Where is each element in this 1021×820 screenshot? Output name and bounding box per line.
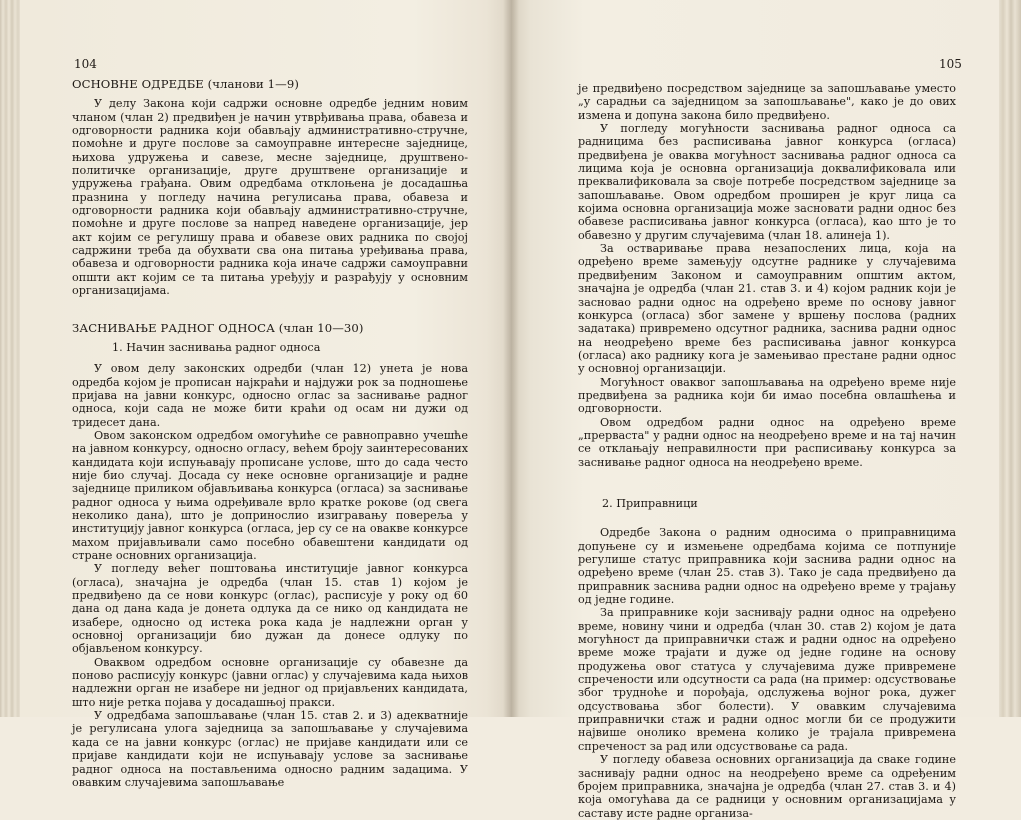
subsection-title-method: 1. Начин заснивања радног односа	[112, 340, 321, 354]
page-number-left: 104	[74, 57, 97, 71]
paragraph: У делу Закона који садржи основне одредбе једним новим чланом (члан 2) предвиђен је начин утврђивања права, обавеза и одговорности радника који обављају административно-стручне, помоћне и друге послове за самоуправне интересне заједнице, њихова удружења и савезе, месне заједнице, друштвено-политичке организације, друге друштвене организације и удружења грађана. Овим одредбама отклоњена је досадашња празнина у погледу начина регулисања права, обавеза и одговорности радника који обављају административно-стручне, помоћне и друге послове за напред наведене организације, јер акт којим се регулишу права и обавезе ових радника по својој садржини треба да обухвати сва она питања уређивања права, обавеза и одговорности радника која иначе садржи самоуправни општи акт којим се та питања уређују и разрађују у основним организацијама.	[72, 97, 468, 298]
book-gutter	[503, 0, 519, 717]
paragraph: У одредбама запошљавање (члан 15. став 2. и 3) адекватније је регулисана улога заједница за запошљавање у случајевима када се на јавни конкурс (оглас) не пријаве кандидати или се пријаве кандидати који не испуњавају услове за заснивање радног односа на постављенима односно радним задацима. У овавким случајевима запошљавање	[72, 709, 468, 789]
paragraph: Могућност оваквог запошљавања на одређено време није предвиђена за радника који би имао посебна овлашћења и одговорности.	[578, 375, 956, 416]
subsection-title-trainees: 2. Приправници	[602, 496, 698, 510]
paragraph: За приправнике који заснивају радни однос на одређено време, новину чини и одредба (члан 30. став 2) којом је дата могућност да приправнички стаж и радни однос на одређено време може трајати и дуже од једне године на основу продужења овог статуса у случајевима дуже привремене спречености или одсутности са рада (на пример: одсуствовање због трудноће и порођаја, одслужења војног рока, дужег одсуствовања због болести). У овавким случајевима приправнички стаж и радни однос могли би се продужити највише онолико времена колико је трајала привремена спреченост за рад или одсуствовање са рада.	[578, 606, 956, 753]
section-title-basic-provisions: ОСНОВНЕ ОДРЕДБЕ (чланови 1—9)	[72, 77, 299, 91]
paragraph: Оваквом одредбом основне организације су обавезне да поново расписују конкурс (јавни оглас) у случајевима када њихов надлежни орган не изабере ни једног од пријављених кандидата, што није ретка појава у досадашњој пракси.	[72, 655, 468, 709]
paragraph: Одредбе Закона о радним односима о приправницима допуњене су и измењене одредбама којима се потпуније регулише статус приправника који заснива радни однос на одређено време (члан 25. став 3). Тако је сада предвиђено да приправник заснива радни однос на одређено време у трајању од једне године.	[578, 526, 956, 607]
paragraph: У погледу обавеза основних организација да сваке године заснивају радни однос на неодређено време са одређеним бројем приправника, значајна је одредба (члан 27. став 3. и 4) која омогућава да се радници у основним организацијама у саставу исте радне организа-	[578, 753, 956, 820]
page-number-right: 105	[939, 57, 962, 71]
left-page	[20, 0, 511, 789]
paragraph: За остваривање права незапослених лица, која на одређено време замењују одсутне раднике у случајевима предвиђеним Законом и самоуправним општим актом, значајна је одредба (члан 21. став 3. и 4) којом радник који је засновао радни однос на одређено време по основу јавног конкурса (огласа) због замене у вршењу послова (радних задатака) привремено одсутног радника, заснива радни однос на неодређено време без расписивања јавног конкурса (огласа) ако раднику кога је замењивао престане радни однос у основној организацији.	[578, 242, 956, 376]
paragraph: је предвиђено посредством заједнице за запошљавање уместо „у сарадњи са заједницом за запошљавање", како је до ових измена и допуна закона било предвиђено.	[578, 82, 956, 122]
section-title-employment: ЗАСНИВАЊЕ РАДНОГ ОДНОСА (члан 10—30)	[72, 320, 364, 335]
paragraph: У погледу већег поштовања институције јавног конкурса (огласа), значајна је одредба (члан 15. став 1) којом је предвиђено да се нови конкурс (оглас), расписује у року од 60 дана од дана када је донета одлука да се нико од кандидата не изабере, односно од истека рока када је надлежни орган у основној организацији био дужан да донесе одлуку по објављеном конкурсу.	[72, 562, 468, 656]
page-edges-left	[0, 0, 20, 717]
paragraph: Овом одредбом радни однос на одређено време „прерваста" у радни однос на неодређено време и на тај начин се отклањају неправилности при расписивању конкурса за заснивање радног односа на неодређено време.	[578, 415, 956, 469]
paragraph: Овом законском одредбом омогућиће се равноправно учешће на јавном конкурсу, односно огласу, већем броју заинтересованих кандидата који испуњавају прописане услове, што до сада често није био случај. Досада су неке основне организације и радне заједнице приликом објављивања конкурса (огласа) за заснивање радног односа у њима одређивале врло кратке рокове (од свега неколико дана), што је допринослио изигравању повереља у институцију јавног конкурса (огласа, јер су се на овакве конкурсе махом пријављивали само посебно обавештени кандидати од стране основних организација.	[72, 428, 468, 562]
paragraph: У овом делу законских одредби (члан 12) унета је нова одредба којом је прописан најкраћи и најдужи рок за подношење пријава на јавни конкурс, односно оглас за заснивање радног односа, који сада не може бити краћи од осам ни дужи од тридесет дана.	[72, 362, 468, 429]
page-edges-right	[999, 0, 1021, 717]
left-column	[72, 78, 468, 789]
paragraph: У погледу могућности заснивања радног односа са радницима без расписивања јавног конкурса (огласа) предвиђена је оваква могућност заснивања радног односа са лицима која је основна организација доквалификовала или преквалификовала за своје потребе посредством заједнице за запошљавање. Овом одредбом проширен је круг лица са којима основна организација може засновати радни однос без обавезе расписивања јавног конкурса (огласа), као што је то обавезно у другим случајевима (члан 18. алинеја 1).	[578, 122, 956, 242]
right-column	[578, 82, 956, 820]
right-page	[511, 0, 999, 820]
